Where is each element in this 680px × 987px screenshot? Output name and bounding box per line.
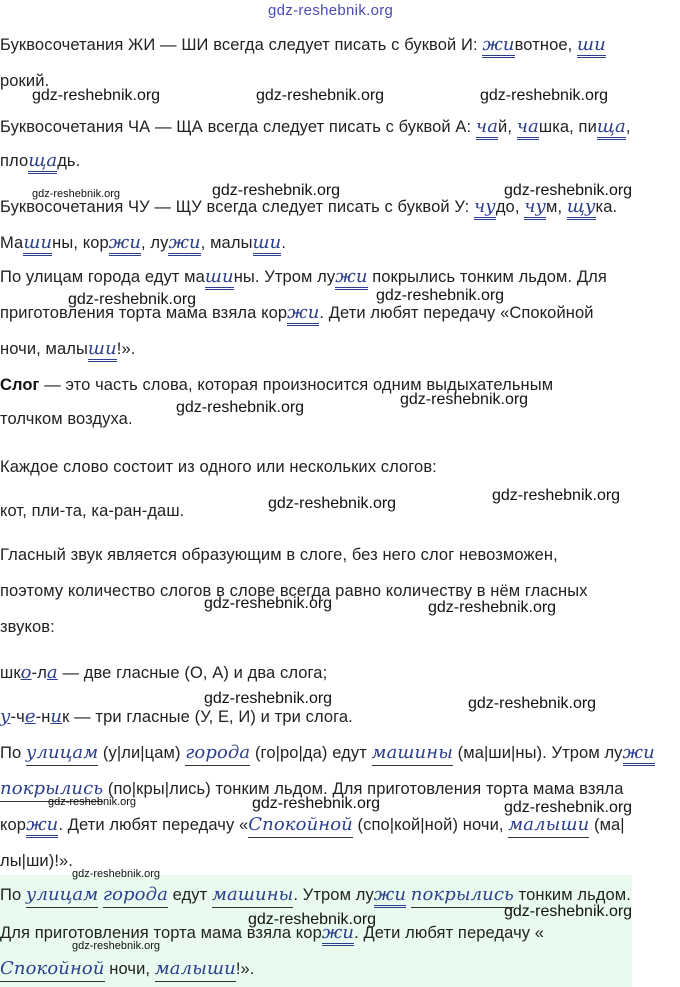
rule-cha-shcha: Буквосочетания ЧА — ЩА всегда следует писать с буквой А: чай, чашка, пища, <box>0 116 631 138</box>
watermark: gdz-reshebnik.org <box>204 595 333 612</box>
watermark: gdz-reshebnik.org <box>256 87 385 104</box>
watermark-top: gdz-reshebnik.org <box>268 2 394 19</box>
watermark: gdz-reshebnik.org <box>400 391 529 408</box>
vowel-rule-line3: звуков: <box>0 618 55 636</box>
text3-line1: По улицам города едут машины. Утром лужи покрылись тонким льдом. <box>0 884 631 906</box>
rule-zhi-shi-cont: рокий. <box>0 72 50 90</box>
watermark: gdz-reshebnik.org <box>72 868 161 880</box>
text2-line2: покрылись (по|кры|лись) тонким льдом. Для приготовления торта мама взяла <box>0 778 624 800</box>
text1-line3: ночи, малыши!». <box>0 338 135 360</box>
syllable-definition: Слог — это часть слова, которая произносится одним выдыхательным <box>0 376 554 394</box>
watermark: gdz-reshebnik.org <box>504 903 633 920</box>
watermark: gdz-reshebnik.org <box>492 487 621 504</box>
example-uchenik: у-че-ник — три гласные (У, Е, И) и три слога. <box>0 706 353 727</box>
watermark: gdz-reshebnik.org <box>204 690 333 707</box>
syllable-definition-cont: толчком воздуха. <box>0 410 133 428</box>
watermark: gdz-reshebnik.org <box>32 188 121 200</box>
rule-zhi-shi: Буквосочетания ЖИ — ШИ всегда следует писать с буквой И: животное, ши <box>0 34 606 56</box>
watermark: gdz-reshebnik.org <box>504 799 633 816</box>
watermark: gdz-reshebnik.org <box>268 495 397 512</box>
vowel-rule-line1: Гласный звук является образующим в слоге, без него слог невозможен, <box>0 546 558 564</box>
rule-chu-shchu: Буквосочетания ЧУ — ЩУ всегда следует писать с буквой У: чудо, чум, щука. <box>0 196 617 218</box>
watermark: gdz-reshebnik.org <box>212 182 341 199</box>
syllable-note: Каждое слово состоит из одного или нескольких слогов: <box>0 458 437 476</box>
text1-line1: По улицам города едут машины. Утром лужи покрылись тонким льдом. Для <box>0 266 607 288</box>
watermark: gdz-reshebnik.org <box>248 911 377 928</box>
text3-line2: Для приготовления торта мама взяла коржи. Дети любят передачу « <box>0 922 544 944</box>
watermark: gdz-reshebnik.org <box>32 87 161 104</box>
vowel-rule-line2: поэтому количество слогов в слове всегда равно количеству в нём гласных <box>0 582 588 600</box>
watermark: gdz-reshebnik.org <box>72 940 161 952</box>
watermark: gdz-reshebnik.org <box>68 291 197 308</box>
watermark: gdz-reshebnik.org <box>480 87 609 104</box>
example-shkola: шко-ла — две гласные (О, А) и два слога; <box>0 662 328 683</box>
watermark: gdz-reshebnik.org <box>468 695 597 712</box>
watermark: gdz-reshebnik.org <box>376 287 505 304</box>
watermark: gdz-reshebnik.org <box>252 795 381 812</box>
watermark: gdz-reshebnik.org <box>504 182 633 199</box>
text2-line3: коржи. Дети любят передачу «Спокойной (спо|кой|ной) ночи, малыши (ма| <box>0 814 625 836</box>
text2-line1: По улицам (у|ли|цам) города (го|ро|да) едут машины (ма|ши|ны). Утром лужи <box>0 742 655 764</box>
text2-line4: лы|ши)!». <box>0 852 73 870</box>
watermark: gdz-reshebnik.org <box>428 599 557 616</box>
syllable-examples: кот, пли-та, ка-ран-даш. <box>0 502 185 520</box>
rule-chu-shchu-cont: Машины, коржи, лужи, малыши. <box>0 232 286 254</box>
watermark: gdz-reshebnik.org <box>176 399 305 416</box>
rule-cha-shcha-cont: площадь. <box>0 150 80 172</box>
text3-line3: Спокойной ночи, малыши!». <box>0 958 254 980</box>
text1-line2: приготовления торта мама взяла коржи. Дети любят передачу «Спокойной <box>0 302 594 324</box>
watermark: gdz-reshebnik.org <box>48 796 137 808</box>
